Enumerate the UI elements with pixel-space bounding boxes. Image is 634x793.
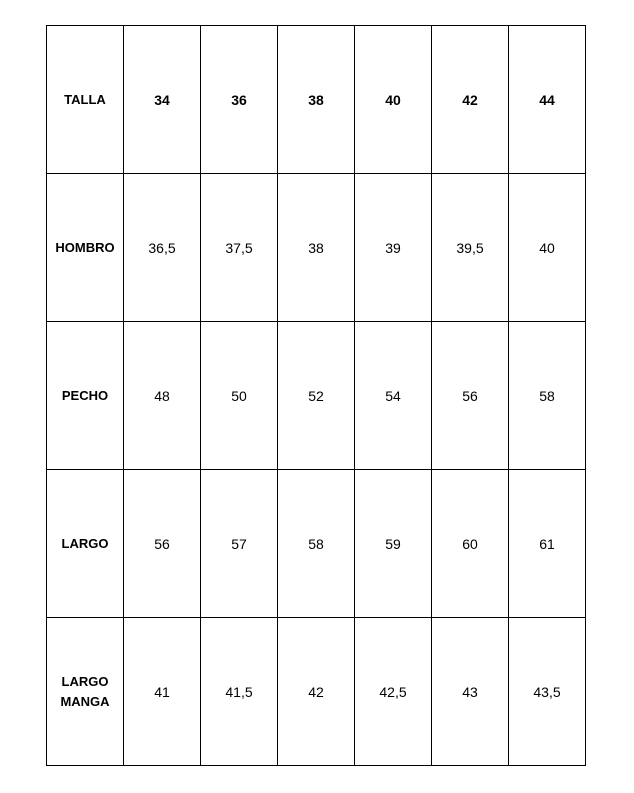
table-cell: 57: [201, 470, 278, 618]
table-cell: 48: [124, 322, 201, 470]
table-row-largo-manga: [47, 618, 586, 766]
table-cell: 37,5: [201, 174, 278, 322]
row-label-talla: TALLA: [47, 26, 124, 174]
table-cell: 56: [124, 470, 201, 618]
table-cell: 41: [124, 618, 201, 766]
size-header-cell: 34: [124, 26, 201, 174]
table-cell: 40: [509, 174, 586, 322]
table-row-pecho: [47, 322, 586, 470]
row-label-hombro: HOMBRO: [47, 174, 124, 322]
size-chart-table: [46, 25, 586, 766]
table-cell: 41,5: [201, 618, 278, 766]
row-label-line: MANGA: [60, 693, 110, 709]
row-label-largo-manga: [47, 618, 124, 766]
table-cell: 50: [201, 322, 278, 470]
table-cell: 59: [355, 470, 432, 618]
size-header-cell: 44: [509, 26, 586, 174]
table-cell: 38: [278, 174, 355, 322]
table-cell: 36,5: [124, 174, 201, 322]
row-label-pecho: PECHO: [47, 322, 124, 470]
table-cell: 52: [278, 322, 355, 470]
table-cell: 61: [509, 470, 586, 618]
table-cell: 43: [432, 618, 509, 766]
table-cell: 58: [278, 470, 355, 618]
table-cell: 58: [509, 322, 586, 470]
size-header-cell: 42: [432, 26, 509, 174]
table-cell: 42,5: [355, 618, 432, 766]
table-cell: 56: [432, 322, 509, 470]
row-label-line: LARGO: [61, 673, 109, 689]
table-row-hombro: [47, 174, 586, 322]
table-cell: 54: [355, 322, 432, 470]
table-cell: 43,5: [509, 618, 586, 766]
table-row-largo: [47, 470, 586, 618]
size-header-cell: 38: [278, 26, 355, 174]
size-header-cell: 36: [201, 26, 278, 174]
table-cell: 60: [432, 470, 509, 618]
table-cell: 39: [355, 174, 432, 322]
table-cell: 39,5: [432, 174, 509, 322]
table-header-row: [47, 26, 586, 174]
size-header-cell: 40: [355, 26, 432, 174]
row-label-largo: LARGO: [47, 470, 124, 618]
table-cell: 42: [278, 618, 355, 766]
